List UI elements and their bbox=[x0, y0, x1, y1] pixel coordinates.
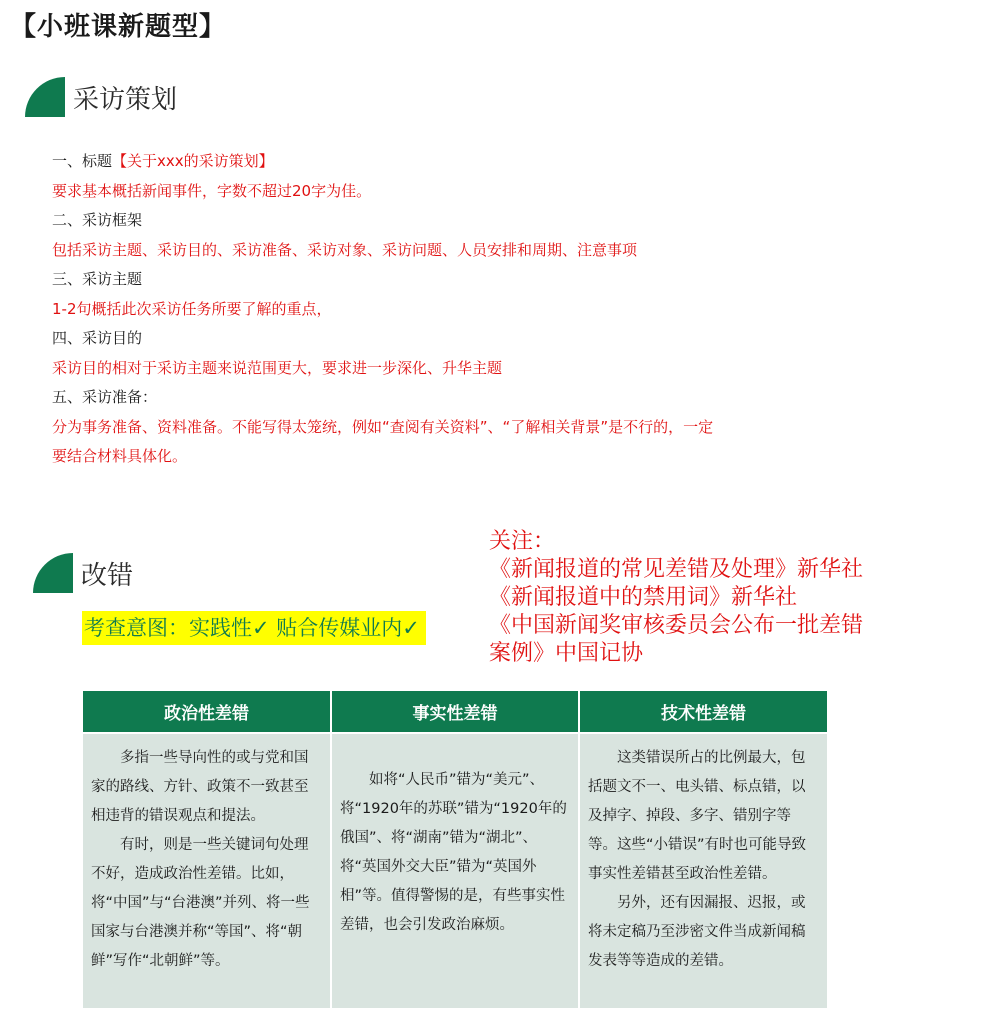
quarter-circle-icon bbox=[25, 77, 65, 117]
cell-paragraph: 有时，则是一些关键词句处理不好，造成政治性差错。比如，将“中国”与“台港澳”并列、将一些国家与台港澳并称“等国”、将“朝鲜”写作“北朝鲜”等。 bbox=[91, 837, 310, 969]
error-types-table bbox=[83, 691, 827, 1008]
outline-line: 要结合材料具体化。 bbox=[52, 447, 188, 465]
section-header-interview-plan bbox=[25, 77, 177, 117]
title-example: 【关于xxx的采访策划】 bbox=[112, 152, 274, 170]
header-factual-error: 事实性差错 bbox=[331, 691, 579, 733]
section-header-error-correction bbox=[33, 553, 133, 593]
focus-line: 《中国新闻奖审核委员会公布一批差错 bbox=[489, 613, 864, 638]
focus-line: 《新闻报道中的禁用词》新华社 bbox=[489, 585, 798, 610]
table-header-row bbox=[83, 691, 827, 733]
exam-intent-tag: 考查意图：实践性✓ 贴合传媒业内✓ bbox=[82, 611, 426, 645]
focus-line: 案例》中国记协 bbox=[489, 641, 644, 666]
cell-technical bbox=[579, 733, 827, 1008]
outline-line: 要求基本概括新闻事件，字数不超过20字为佳。 bbox=[52, 181, 372, 200]
outline-line: 四、采访目的 bbox=[52, 329, 143, 347]
cell-paragraph: 多指一些导向性的或与党和国家的路线、方针、政策不一致甚至相违背的错误观点和提法。 bbox=[91, 750, 309, 824]
section-title: 采访策划 bbox=[73, 84, 178, 115]
cell-factual bbox=[331, 733, 579, 1008]
page-title: 【小班课新题型】 bbox=[10, 12, 227, 42]
outline-line: 五、采访准备： bbox=[52, 388, 158, 406]
focus-references bbox=[489, 528, 863, 668]
interview-plan-outline bbox=[52, 147, 952, 472]
cell-political bbox=[83, 733, 331, 1008]
section-title: 改错 bbox=[81, 560, 134, 591]
outline-line: 采访目的相对于采访主题来说范围更大，要求进一步深化、升华主题 bbox=[52, 358, 503, 377]
focus-line: 关注： bbox=[489, 529, 556, 554]
outline-line: 1-2句概括此次采访任务所要了解的重点， bbox=[52, 299, 332, 318]
cell-paragraph: 这类错误所占的比例最大，包括题文不一、电头错、标点错，以及掉字、掉段、多字、错别字等等。这些“小错误”有时也可能导致事实性差错甚至政治性差错。 bbox=[588, 750, 807, 882]
quarter-circle-icon bbox=[33, 553, 73, 593]
cell-paragraph: 如将“人民币”错为“美元”、将“1920年的苏联”错为“1920年的俄国”、将“湖南”错为“湖北”、将“英国外交大臣”错为“英国外相”等。值得警惕的是，有些事实性差错，也会引发政治麻烦。 bbox=[340, 772, 567, 933]
outline-line: 二、采访框架 bbox=[52, 211, 143, 229]
outline-line: 一、标题【关于xxx的采访策划】 bbox=[52, 152, 274, 170]
header-technical-error: 技术性差错 bbox=[579, 691, 827, 733]
outline-line: 包括采访主题、采访目的、采访准备、采访对象、采访问题、人员安排和周期、注意事项 bbox=[52, 240, 638, 259]
table-row bbox=[83, 733, 827, 1008]
cell-paragraph: 另外，还有因漏报、迟报，或将未定稿乃至涉密文件当成新闻稿发表等等造成的差错。 bbox=[588, 895, 806, 969]
focus-line: 《新闻报道的常见差错及处理》新华社 bbox=[489, 557, 864, 582]
outline-line: 三、采访主题 bbox=[52, 270, 143, 288]
header-political-error: 政治性差错 bbox=[83, 691, 331, 733]
outline-line: 分为事务准备、资料准备。不能写得太笼统，例如“查阅有关资料”、“了解相关背景”是不行的，一定 bbox=[52, 417, 714, 436]
